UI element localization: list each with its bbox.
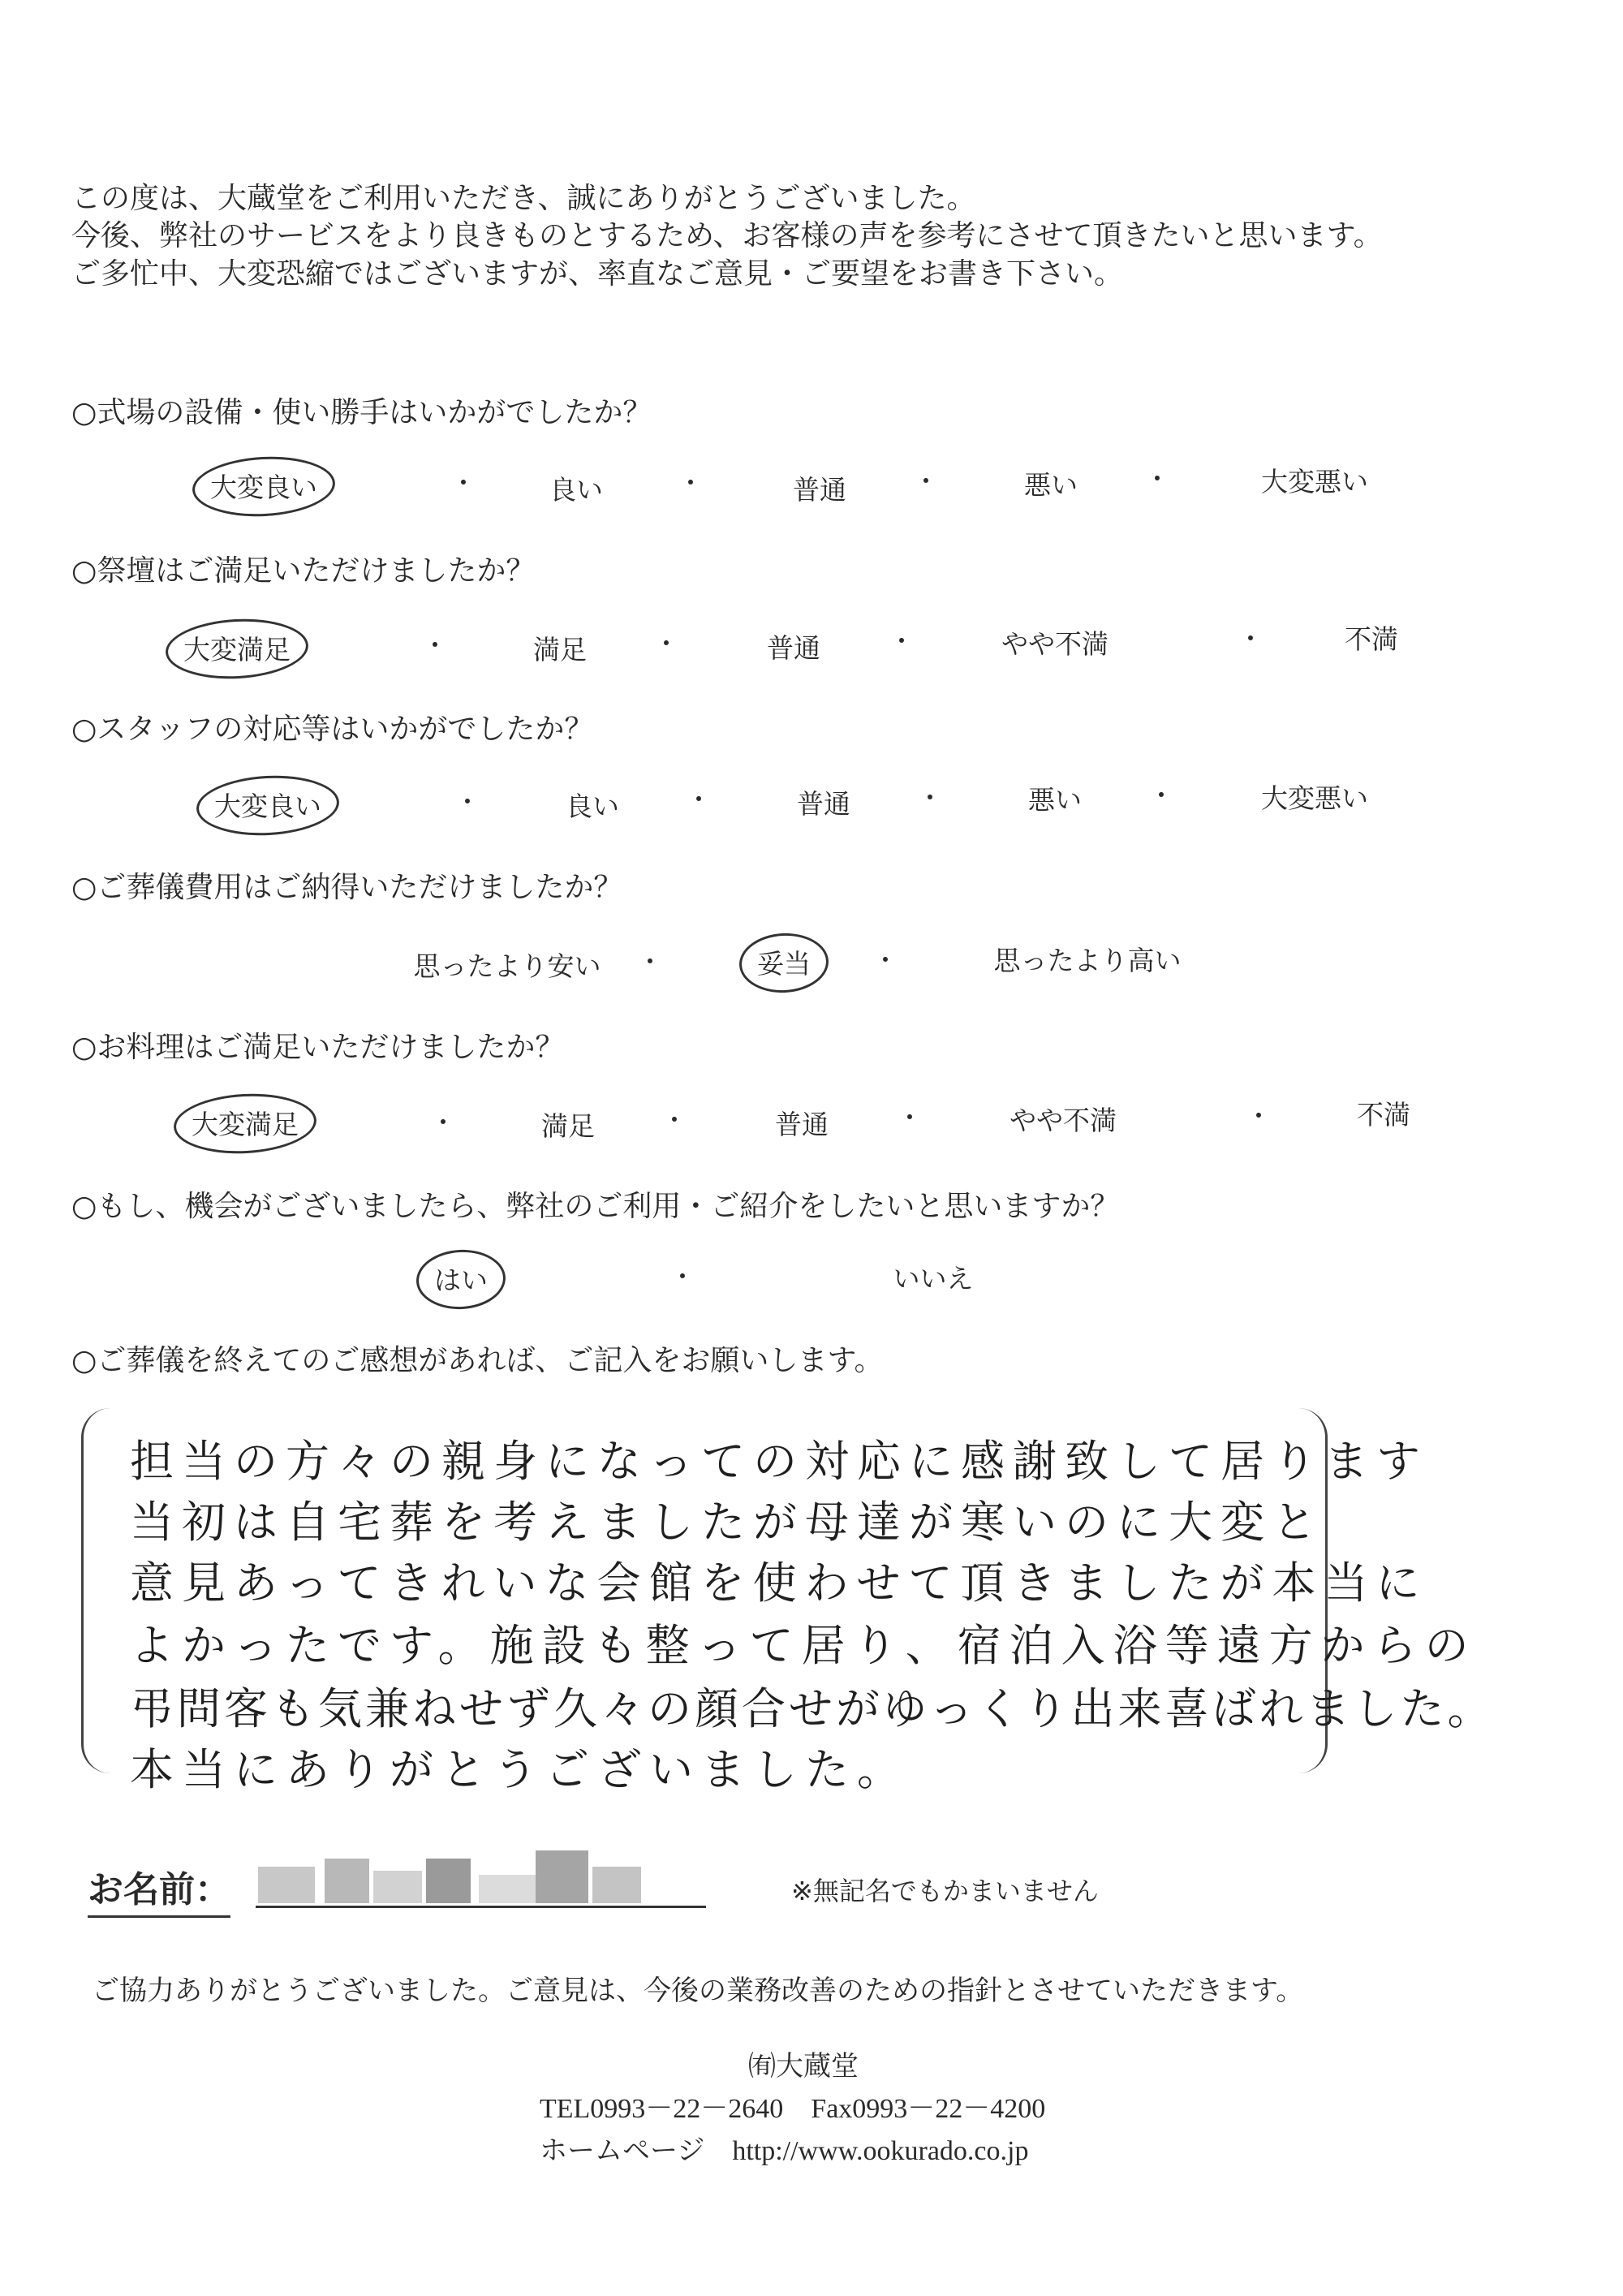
name-field[interactable] xyxy=(256,1906,706,1908)
name-label: お名前： xyxy=(88,1860,230,1918)
comment-line-3: 意見あってきれいな会館を使わせて頂きましたが本当に xyxy=(130,1557,1428,1609)
company-homepage[interactable]: ホームページ http://www.ookurado.co.jp xyxy=(540,2136,1029,2166)
option-dissatisfied[interactable]: 不満 xyxy=(1345,623,1398,655)
comment-line-6: 本当にありがとうございました。 xyxy=(130,1744,909,1795)
option-very-satisfied-selected[interactable]: 大変満足 xyxy=(183,629,291,667)
option-very-bad[interactable]: 大変悪い xyxy=(1261,782,1368,814)
option-good[interactable]: 良い xyxy=(566,790,619,822)
comment-line-5: 弔問客も気兼ねせず久々の顔合せがゆっくり出来喜ばれました。 xyxy=(130,1683,1495,1734)
option-normal[interactable]: 普通 xyxy=(797,788,850,820)
option-very-bad[interactable]: 大変悪い xyxy=(1261,466,1368,498)
question-recommend: ○もし、機会がございましたら、弊社のご利用・ご紹介をしたいと思いますか？ xyxy=(71,1190,1120,1223)
company-contact: TEL0993－22－2640 Fax0993－22－4200 xyxy=(540,2094,1046,2124)
option-normal[interactable]: 普通 xyxy=(793,474,846,506)
option-cheaper-than-expected[interactable]: 思ったより安い xyxy=(413,950,601,982)
intro-line-2: 今後、弊社のサービスをより良きものとするため、お客様の声を参考にさせて頂きたいと思います。 xyxy=(71,219,1383,252)
intro-line-3: ご多忙中、大変恐縮ではございますが、率直なご意見・ご要望をお書き下さい。 xyxy=(71,257,1124,291)
question-cost: ○ご葬儀費用はご納得いただけましたか？ xyxy=(71,871,623,904)
option-very-good-selected[interactable]: 大変良い xyxy=(214,786,321,824)
company-name: ㈲大蔵堂 xyxy=(748,2052,859,2082)
option-good[interactable]: 良い xyxy=(549,474,603,506)
option-no[interactable]: いいえ xyxy=(893,1263,974,1294)
option-bad[interactable]: 悪い xyxy=(1028,784,1082,816)
comment-line-2: 当初は自宅葬を考えましたが母達が寒いのに大変と xyxy=(130,1497,1324,1548)
option-very-satisfied-selected[interactable]: 大変満足 xyxy=(192,1104,299,1142)
option-reasonable-selected[interactable]: 妥当 xyxy=(757,943,811,981)
option-satisfied[interactable]: 満足 xyxy=(533,634,587,666)
option-satisfied[interactable]: 満足 xyxy=(541,1110,595,1142)
closing-message: ご協力ありがとうございました。ご意見は、今後の業務改善のための指針とさせていただきます。 xyxy=(92,1975,1304,2007)
comment-line-1: 担当の方々の親身になっての対応に感謝致して居ります xyxy=(130,1436,1428,1487)
option-normal[interactable]: 普通 xyxy=(775,1109,829,1140)
option-bad[interactable]: 悪い xyxy=(1024,469,1078,501)
comment-prompt: ○ご葬儀を終えてのご感想があれば、ご記入をお願いします。 xyxy=(71,1344,884,1377)
option-normal[interactable]: 普通 xyxy=(767,632,820,664)
option-very-good-selected[interactable]: 大変良い xyxy=(210,467,317,505)
comment-line-4: よかったです。施設も整って居り、宿泊入浴等遠方からの xyxy=(130,1620,1477,1671)
option-slightly-dissatisfied[interactable]: やや不満 xyxy=(1010,1105,1117,1136)
option-slightly-dissatisfied[interactable]: やや不満 xyxy=(1001,628,1109,660)
option-yes-selected[interactable]: はい xyxy=(434,1260,488,1298)
question-staff: ○スタッフの対応等はいかがでしたか？ xyxy=(71,713,594,746)
question-altar: ○祭壇はご満足いただけましたか？ xyxy=(71,554,536,588)
question-food: ○お料理はご満足いただけましたか？ xyxy=(71,1031,565,1064)
option-more-expensive[interactable]: 思ったより高い xyxy=(993,945,1182,976)
intro-line-1: この度は、大蔵堂をご利用いただき、誠にありがとうございました。 xyxy=(71,182,976,215)
option-dissatisfied[interactable]: 不満 xyxy=(1357,1099,1410,1131)
question-facility: ○式場の設備・使い勝手はいかがでしたか？ xyxy=(71,396,652,429)
anonymous-note: ※無記名でもかまいません xyxy=(791,1876,1099,1906)
